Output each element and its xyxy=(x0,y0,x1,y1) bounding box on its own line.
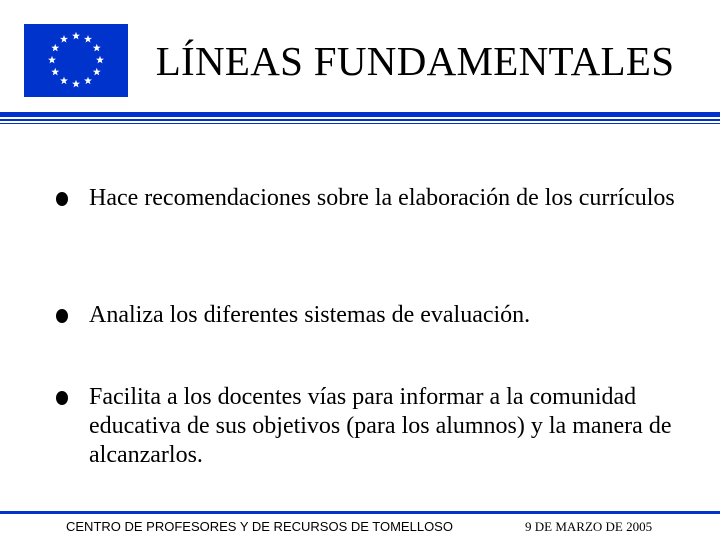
bullet-text: Hace recomendaciones sobre la elaboración de los currículos xyxy=(89,185,675,211)
flag-star-icon xyxy=(72,32,80,40)
flag-star-icon xyxy=(96,56,104,64)
flag-star-icon xyxy=(48,56,56,64)
page-title: LÍNEAS FUNDAMENTALES xyxy=(155,38,675,84)
bullet-text: Analiza los diferentes sistemas de evaluación. xyxy=(89,302,531,328)
flag-star-icon xyxy=(60,35,68,43)
flag-star-icon xyxy=(84,77,92,85)
flag-star-icon xyxy=(84,35,92,43)
flag-star-icon xyxy=(93,68,101,76)
flag-star-icon xyxy=(60,77,68,85)
bullet-text: Facilita a los docentes vías para informar a la comunidad educativa de sus objetivos (para los alumnos) y la manera de alcanzarlos. xyxy=(89,384,672,468)
flag-star-icon xyxy=(51,68,59,76)
flag-star-icon xyxy=(72,80,80,88)
flag-star-icon xyxy=(93,44,101,52)
footer-date: 9 DE MARZO DE 2005 xyxy=(525,519,653,534)
bullet-icon xyxy=(56,192,68,206)
bullet-icon xyxy=(56,391,68,405)
flag-star-icon xyxy=(51,44,59,52)
bullet-icon xyxy=(56,309,68,323)
footer-divider xyxy=(0,511,720,514)
footer-organization: CENTRO DE PROFESORES Y DE RECURSOS DE TOMELLOSO xyxy=(66,519,453,534)
eu-flag-icon xyxy=(24,24,128,97)
